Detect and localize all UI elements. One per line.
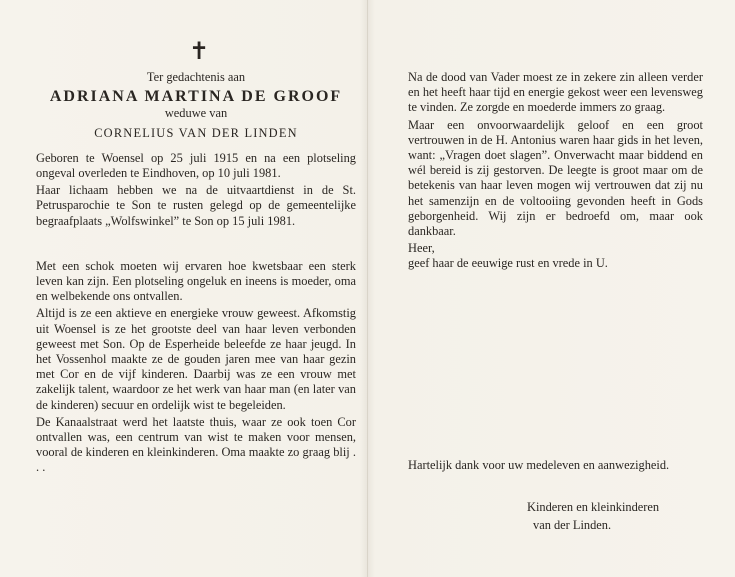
after-father-paragraph: Na de dood van Vader moest ze in zekere zin alleen verder en het heeft haar tijd en energie gekost weer een levensweg te vinden. Ze zorgde en moederde immers zo graag. (408, 70, 703, 115)
life-paragraph: Altijd is ze een aktieve en energieke vrouw geweest. Afkomstig uit Woensel is ze het grootste deel van haar leven verbonden geweest met Son. Op de Esperheide beleefde ze haar jeugd. In het Vossenhol maakte ze de gouden jaren mee van haar gezin met Cor en de vijf kinderen. Daarbij was ze een vrouw met zakelijk talent, waardoor ze het werk van haar man (en later van de kinderen) secuur en ordelijk wist te begeleiden. (36, 306, 356, 412)
signature-line-2: van der Linden. (533, 518, 612, 532)
prayer-line-2: geef haar de eeuwige rust en vrede in U. (408, 256, 608, 271)
widow-of-line: weduwe van (164, 106, 228, 121)
left-page (36, 40, 356, 478)
intro-line: Ter gedachtenis aan (146, 70, 246, 84)
signature-block (527, 498, 727, 534)
signature-line-1: Kinderen en kleinkinderen (527, 500, 660, 514)
right-page (408, 70, 703, 272)
home-paragraph: De Kanaalstraat werd het laatste thuis, waar ze ook toen Cor ontvallen was, een centrum van wist te maken voor mensen, vooral de kinderen en kleinkinderen. Oma maakte zo graag blij . . . (36, 414, 356, 475)
fold-line (367, 0, 368, 577)
prayer-line-1: Heer, (408, 241, 435, 256)
burial-paragraph: Haar lichaam hebben we na de uitvaartdienst in de St. Petrusparochie te Son te rusten gelegd op de gemeentelijke begraafplaats „Wolfswinkel” te Son op 15 juli 1981. (36, 183, 356, 228)
birth-death-paragraph: Geboren te Woensel op 25 juli 1915 en na een plotseling ongeval overleden te Eindhoven, op 10 juli 1981. (36, 150, 356, 181)
deceased-name: ADRIANA MARTINA DE GROOF (49, 88, 343, 106)
cross-icon: ✝ (188, 39, 210, 65)
thanks-paragraph: Hartelijk dank voor uw medeleven en aanwezigheid. (408, 458, 670, 472)
shock-paragraph: Met een schok moeten wij ervaren hoe kwetsbaar een sterk leven kan zijn. Een plotseling ongeluk en ineens is moeder, oma en welbekende ons ontvallen. (36, 258, 356, 304)
faith-paragraph: Maar een onvoorwaardelijk geloof en een groot vertrouwen in de H. Antonius waren haar gids in het leven, want: „Vragen doet slagen”. Onverwacht maar biddend en wél bereid is zij gestorven. De leegte is groot maar om de betekenis van haar leven mogen wij vertrouwen dat zij nu het samenzijn en de voltooiing gevonden heeft in Gods geborgenheid. Wij zijn er bedroefd om, maar ook dankbaar. (408, 117, 703, 239)
spouse-name: CORNELIUS VAN DER LINDEN (94, 125, 298, 140)
